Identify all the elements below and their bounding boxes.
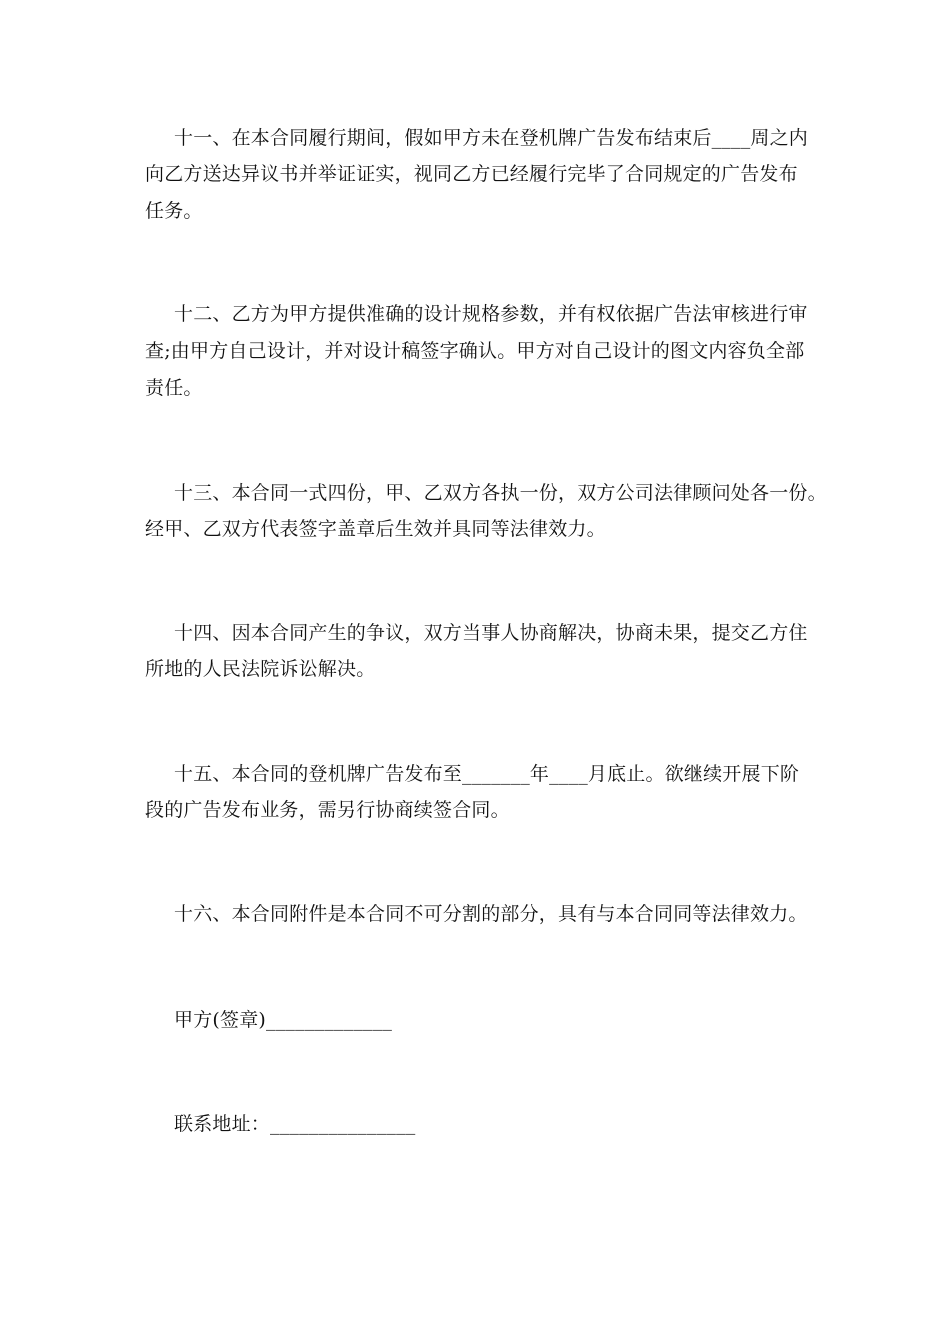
clause-line: 十一、在本合同履行期间，假如甲方未在登机牌广告发布结束后____周之内 [174,127,809,149]
clause-line: 十二、乙方为甲方提供准确的设计规格参数，并有权依据广告法审核进行审 [174,303,808,325]
clause-line: 查;由甲方自己设计，并对设计稿签字确认。甲方对自己设计的图文内容负全部 [145,340,805,362]
clause-line: 向乙方送达异议书并举证证实，视同乙方已经履行完毕了合同规定的广告发布 [145,163,798,185]
clause-line: 所地的人民法院诉讼解决。 [145,658,376,680]
clause-line: 段的广告发布业务，需另行协商续签合同。 [145,799,510,821]
clause-line: 十五、本合同的登机牌广告发布至_______年____月底止。欲继续开展下阶 [174,763,800,785]
clause-line: 十三、本合同一式四份，甲、乙双方各执一份，双方公司法律顾问处各一份。 [174,482,827,504]
clause-line: 任务。 [145,200,203,222]
party-a-signature: 甲方(签章)_____________ [174,1009,393,1031]
clause-line: 十四、因本合同产生的争议，双方当事人协商解决，协商未果，提交乙方住 [174,622,808,644]
clause-line: 责任。 [145,377,203,399]
contact-address: 联系地址：_______________ [174,1113,416,1135]
clause-line: 经甲、乙双方代表签字盖章后生效并具同等法律效力。 [145,518,606,540]
clause-line: 十六、本合同附件是本合同不可分割的部分，具有与本合同同等法律效力。 [174,903,808,925]
